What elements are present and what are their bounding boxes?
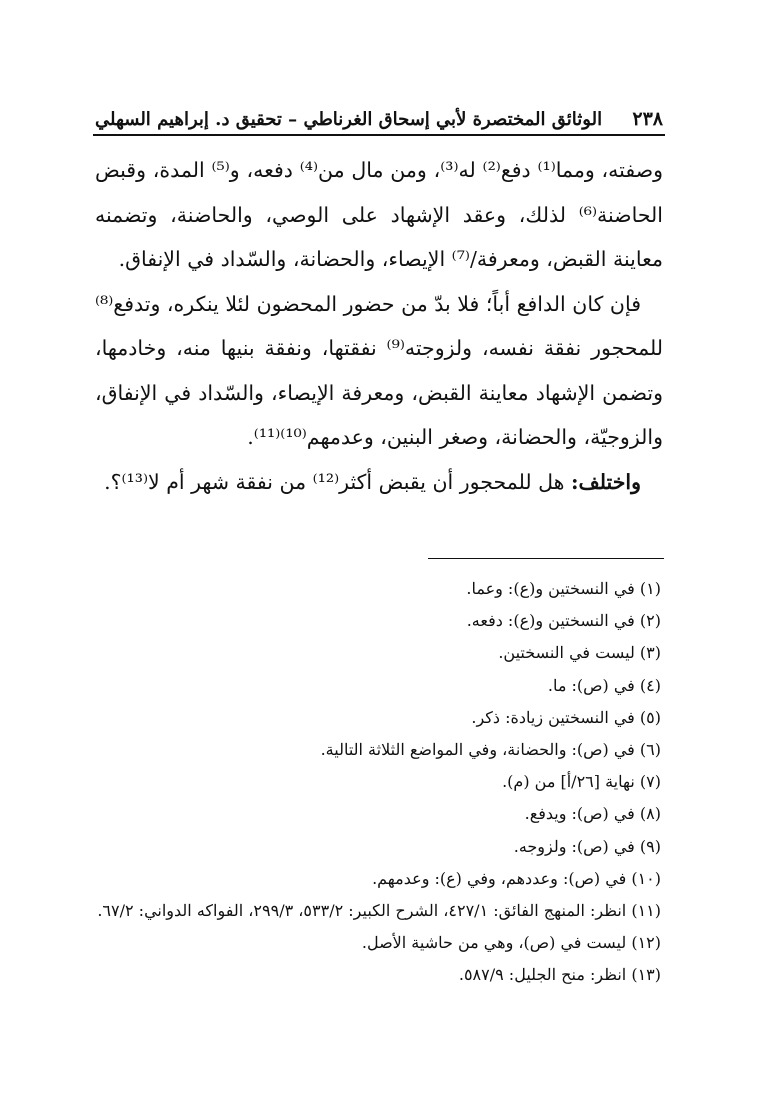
footnote-6: (٦) في (ص): والحضانة، وفي المواضع الثلاثة التالية. [320,740,661,760]
footnote-1: (١) في النسختين و(ع): وعما. [466,579,661,598]
footnote-3: (٣) ليست في النسختين. [498,643,661,663]
paragraph-3 [95,460,663,505]
main-text [95,148,663,504]
header-rule [93,134,665,136]
paragraph-2: فإن كان الدافع أباً؛ فلا بدّ من حضور المحضون لئلا ينكره، وتدفع⁽⁸⁾ للمحجور نفقة نفسه، ولزوجته⁽⁹⁾ نفقتها، ونفقة بنيها منه، وخادمها، وتضمن الإشهاد معاينة القبض، ومعرفة الإيصاء، والسّداد في الإنفاق، والزوجيّة، والحضانة، وصغر البنين، وعدمهم⁽¹⁰⁾⁽¹¹⁾. [95,291,663,449]
paragraph-1: وصفته، ومما⁽¹⁾ دفع⁽²⁾ له⁽³⁾، ومن مال من⁽⁴⁾ دفعه، و⁽⁵⁾ المدة، وقبض الحاضنة⁽⁶⁾ لذلك، وعقد الإشهاد على الوصي، والحاضنة، وتضمنه معاينة القبض، ومعرفة/⁽⁷⁾ الإيصاء، والحضانة، والسّداد في الإنفاق. [95,158,663,271]
footnote-9: (٩) في (ص): ولزوجه. [513,836,661,856]
footnote-11: (١١) انظر: المنهج الفائق: ٤٢٧/١، الشرح الكبير: ٥٣٣/٢، ٢٩٩/٣، الفواكه الدواني: ٦٧/٢. [97,901,661,921]
footnote-10: (١٠) في (ص): وعددهم، وفي (ع): وعدمهم. [372,868,661,888]
running-header [95,90,663,130]
footnote-7: (٧) نهاية [٢٦/أ] من (م). [502,772,661,792]
footnote-12: (١٢) ليست في (ص)، وهي من حاشية الأصل. [361,933,661,953]
footnotes-list [95,573,663,992]
footnote-2: (٢) في النسختين و(ع): دفعه. [466,611,661,631]
paragraph-3-label: واختلف: [570,469,641,494]
paragraph-3-text: هل للمحجور أن يقبض أكثر⁽¹²⁾ من نفقة شهر أم لا⁽¹³⁾؟. [104,469,571,494]
footnote-5: (٥) في النسختين زيادة: ذكر. [471,707,661,727]
footnote-8: (٨) في (ص): ويدفع. [524,804,661,824]
book-title: الوثائق المختصرة لأبي إسحاق الغرناطي – تحقيق د. إبراهيم السهلي [95,109,603,130]
footnote-13: (١٣) انظر: منح الجليل: ٥٨٧/٩. [458,965,661,985]
page-number: ٢٣٨ [632,108,663,130]
footnote-4: (٤) في (ص): ما. [547,675,661,695]
footnote-rule [428,558,664,559]
